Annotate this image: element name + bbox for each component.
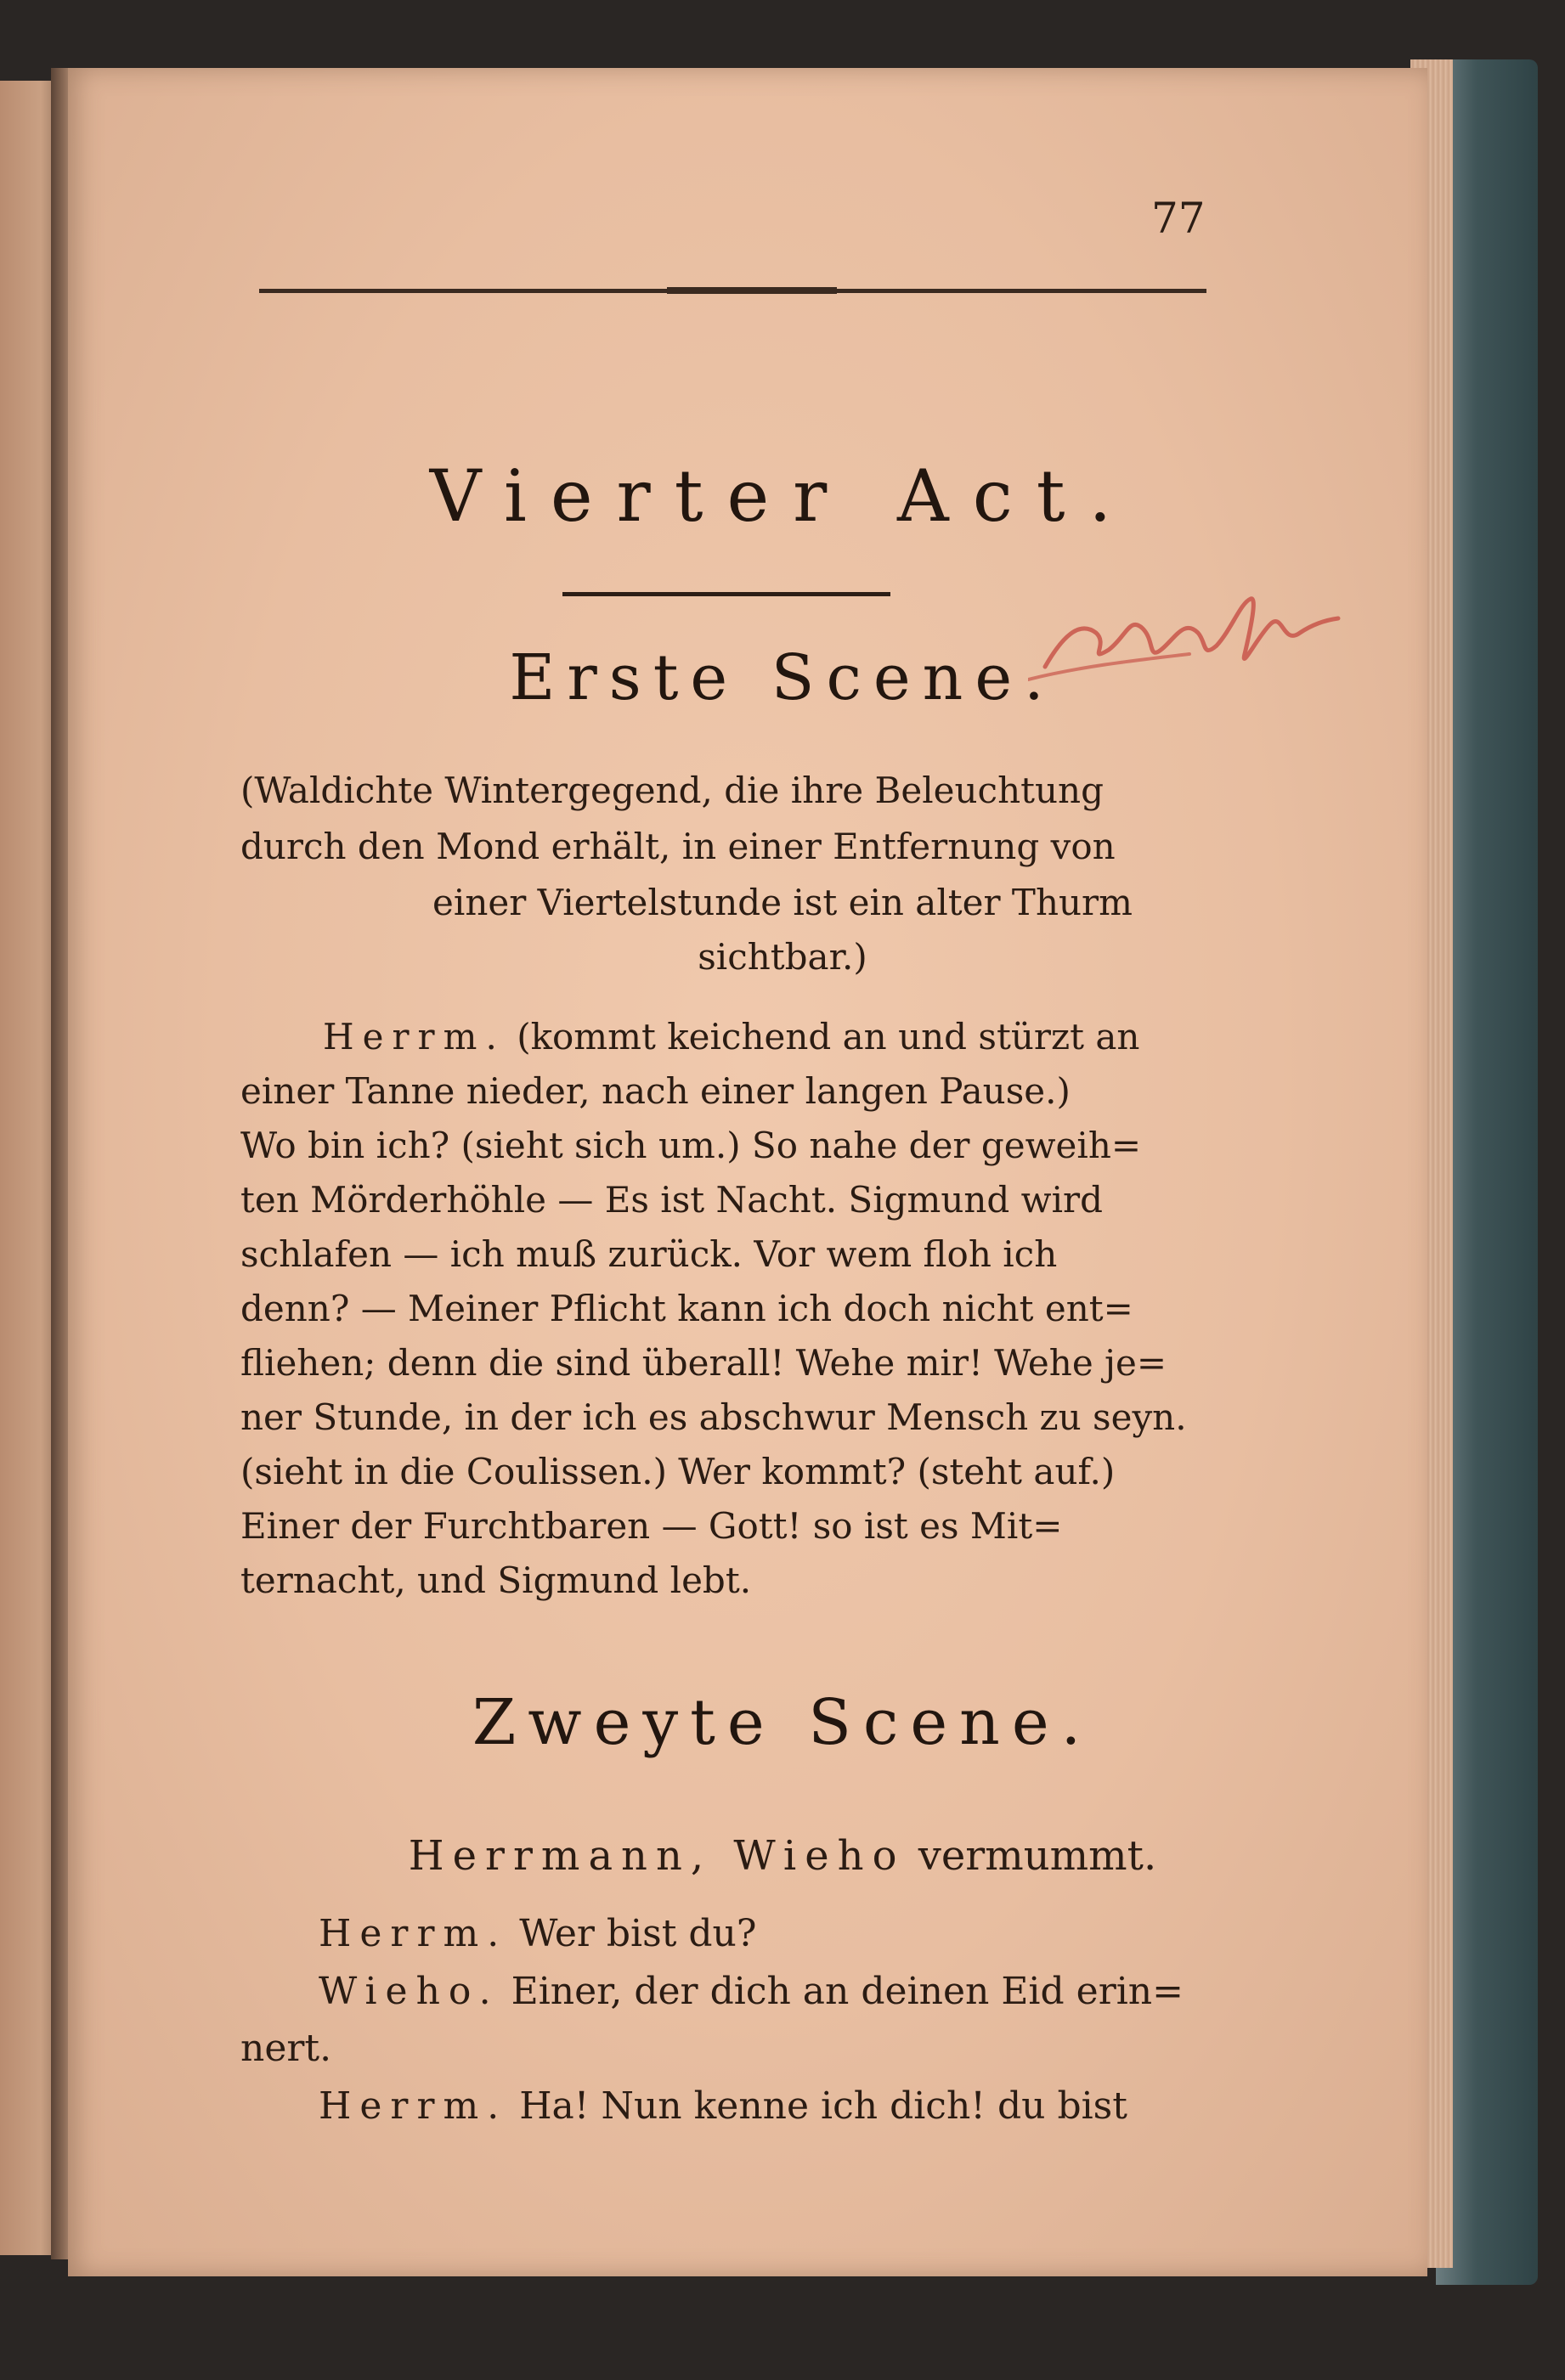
dialogue-text: Einer, der dich an deinen Eid erin= — [511, 1970, 1184, 2013]
monologue-line: denn? — Meiner Pflicht kann ich doch nicht ent= — [240, 1288, 1133, 1329]
stage-direction-line: einer Viertelstunde ist ein alter Thurm — [432, 882, 1133, 923]
dialogue-line — [319, 2084, 1127, 2128]
act-title: Vierter Act. — [429, 454, 1136, 538]
speaker-name: Wieho. — [319, 1970, 500, 2013]
monologue-line: fliehen; denn die sind überall! Wehe mir! Wehe je= — [240, 1342, 1167, 1384]
act-divider — [562, 592, 890, 596]
monologue-line: einer Tanne nieder, nach einer langen Pause.) — [240, 1070, 1071, 1112]
monologue-line: ner Stunde, in der ich es abschwur Mensch zu seyn. — [240, 1396, 1187, 1438]
monologue-line: ternacht, und Sigmund lebt. — [240, 1559, 752, 1601]
monologue-line — [323, 1016, 1140, 1057]
scene-2-title: Zweyte Scene. — [472, 1686, 1093, 1759]
page-number: 77 — [1151, 194, 1206, 243]
dialogue-text: Wer bist du? — [519, 1912, 757, 1955]
scene-1-title: Erste Scene. — [509, 641, 1056, 714]
dialogue-line — [319, 1912, 757, 1955]
cast-names: Herrmann, Wieho — [408, 1832, 906, 1880]
monologue-line: schlafen — ich muß zurück. Vor wem floh ich — [240, 1233, 1058, 1275]
header-rule — [259, 289, 1206, 293]
dialogue-line — [319, 1970, 1184, 2013]
stage-direction-line: sichtbar.) — [698, 936, 867, 978]
monologue-line: Wo bin ich? (sieht sich um.) So nahe der geweih= — [240, 1125, 1142, 1166]
cast-list — [0, 1832, 1565, 1880]
monologue-line: ten Mörderhöhle — Es ist Nacht. Sigmund wird — [240, 1179, 1104, 1221]
speaker-name: Herrm. — [319, 2084, 508, 2128]
stage-direction-line: (Waldichte Wintergegend, die ihre Beleuchtung — [240, 770, 1104, 811]
speaker-name: Herrm. — [319, 1912, 508, 1955]
speaker-name: Herrm. — [323, 1016, 506, 1057]
dialogue-text: Ha! Nun kenne ich dich! du bist — [519, 2084, 1127, 2128]
stage-direction-line: durch den Mond erhält, in einer Entfernung von — [240, 826, 1116, 867]
monologue-line: Einer der Furchtbaren — Gott! so ist es Mit= — [240, 1505, 1063, 1547]
dialogue-line — [240, 2027, 332, 2070]
monologue-text: (kommt keichend an und stürzt an — [517, 1016, 1140, 1057]
cast-suffix: vermummt. — [918, 1832, 1157, 1880]
monologue-line: (sieht in die Coulissen.) Wer kommt? (steht auf.) — [240, 1451, 1116, 1492]
dialogue-text: nert. — [240, 2027, 332, 2070]
